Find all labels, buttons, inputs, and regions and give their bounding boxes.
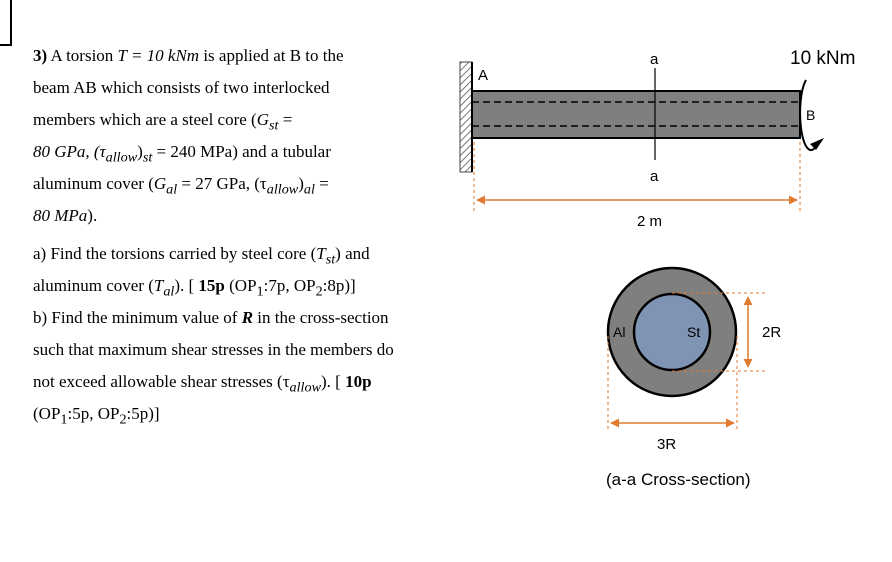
steel-label: St (687, 324, 701, 340)
aluminum-label: Al (613, 324, 626, 340)
problem-line-6: 80 MPa). (33, 206, 98, 225)
torque-label: 10 kNm (790, 48, 856, 69)
problem-number: 3) (33, 46, 48, 65)
part-b-points: 10p (345, 372, 372, 391)
problem-line-2: beam AB which consists of two interlocked (33, 78, 330, 97)
problem-line-5: aluminum cover ($G_{al} = 27$ GPa, $(\tau_{allow})_{al}$ = (33, 174, 329, 198)
torque-arrowhead-icon (810, 138, 824, 150)
length-label: 2 m (637, 213, 663, 230)
problem-line-4: 80 GPa, $(\tau_{allow})_{st} = 240$ MPa) and a tubular (33, 142, 331, 166)
label-b-point: B (806, 107, 816, 123)
problem-text (33, 40, 433, 430)
beam-ab (472, 91, 800, 138)
part-a-line-2: aluminum cover $(T_{al})$. [ 15p ($OP_1:7p$, $OP_2:8p$)] (33, 276, 356, 300)
part-a-line-1: a) Find the torsions carried by steel core $(T_{st})$ and (33, 244, 370, 268)
problem-line-3: members which are a steel core ($G_{st}$ = (33, 110, 293, 134)
section-label-top: a (650, 51, 659, 68)
part-b-line-4: ($OP_1:5p$, $OP_2:5p$)] (33, 404, 160, 428)
part-b-line-3: not exceed allowable shear stresses $(\tau_{allow})$. [ 10p (33, 372, 372, 396)
corner-frame (0, 0, 12, 46)
inner-diameter-label: 2R (762, 324, 782, 341)
label-a-point: A (478, 67, 489, 84)
cross-section-caption: (a-a Cross-section) (606, 470, 751, 489)
part-b-line-2: such that maximum shear stresses in the members do (33, 340, 394, 359)
torque-expression: T = 10 kNm (117, 46, 200, 65)
part-b-line-1: b) Find the minimum value of R in the cross-section (33, 308, 389, 327)
section-label-bottom: a (650, 168, 659, 185)
part-a-points: 15p (198, 276, 225, 295)
fixed-wall-support (460, 62, 472, 172)
outer-diameter-label: 3R (657, 436, 677, 453)
problem-figure (440, 40, 892, 500)
problem-line-1: 3) A torsion T = 10 kNm is applied at B to the (33, 46, 344, 65)
